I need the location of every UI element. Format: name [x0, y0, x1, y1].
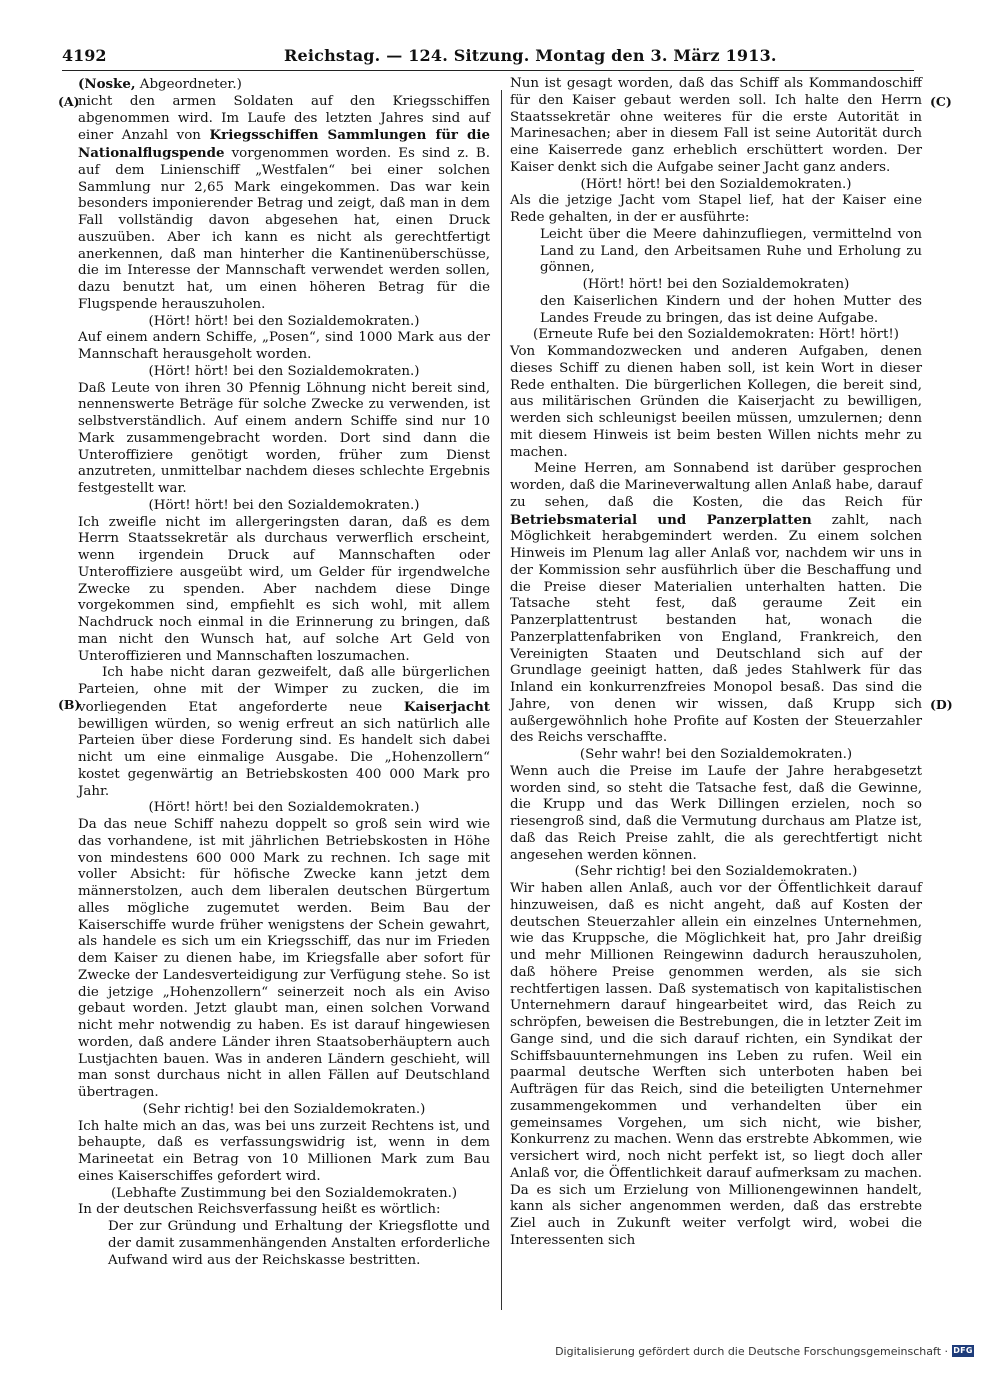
paragraph: Ich zweifle nicht im allergeringsten daran, daß es dem Herrn Staatssekretär als durchaus verwerflich erscheint, wenn irgendein Druck auf Mannschaften oder Unteroffiziere ausgeübt wird, um Gelder für irgendwelche Zwecke zu spenden. Aber nachdem diese Dinge vorgekommen sind, empfiehlt es sich wohl, mit allem Nachdruck noch einmal in die Erinnerung zu bringen, daß man nicht den Wunsch hat, auf solche Art Geld von Unteroffizieren und Mannschaften loszumachen. — [78, 514, 490, 664]
emphasis-term: Kriegsschiffen Sammlungen für die Nationalflugspende — [78, 127, 490, 161]
reaction-note: (Hört! hört! bei den Sozialdemokraten.) — [148, 313, 420, 329]
left-column — [78, 76, 490, 1269]
emphasis-term: Betriebsmaterial und Panzerplatten — [510, 511, 812, 528]
quotation: Leicht über die Meere dahinzufliegen, vermittelnd von Land zu Land, den Arbeitsamen Ruhe und Erholung zu gönnen, — [540, 226, 922, 276]
paragraph: Nun ist gesagt worden, daß das Schiff als Kommandoschiff für den Kaiser gebaut werden soll. Ich halte den Herrn Staatssekretär ohne weiteres für die erste Autorität in Marinesachen; aber in diesem Fall ist seine Autorität durch eine Kaiserrede ganz erheblich erschüttert worden. Der Kaiser denkt sich die Aufgabe seiner Jacht ganz anders. — [510, 76, 922, 175]
reaction-note: (Sehr richtig! bei den Sozialdemokraten.) — [574, 864, 858, 880]
paragraph — [78, 665, 490, 800]
text-run: zahlt, nach Möglichkeit herabgemindert werden. Zu einem solchen Hinweis im Plenum lag aller Anlaß vor, nachdem wir uns in der Kommission sehr ausführlich über die Beschaffung und die Preise dieser Materialien unterhalten hatten. Die Tatsache steht fest, daß geraume Zeit ein Panzerplattentrust bestanden hat, wonach die Panzerplattenfabriken von England, Frankreich, den Vereinigten Staaten und Deutschland sich auf der Grundlage geeinigt hatten, daß jedes Stahlwerk für das Inland ein konkurrenzfreies Monopol besaß. Das sind die Jahre, von denen wir wissen, daß Krupp sich außergewöhnlich hohe Profite auf Kosten der Steuerzahler des Reichs verschaffte. — [510, 512, 922, 746]
margin-marker-d: (D) — [930, 697, 953, 712]
right-column — [510, 76, 922, 1250]
reaction-note: (Erneute Rufe bei den Sozialdemokraten: Hört! hört!) — [533, 327, 899, 343]
reaction-note: (Lebhafte Zustimmung bei den Sozialdemokraten.) — [110, 1185, 458, 1201]
paragraph: Wir haben allen Anlaß, auch vor der Öffentlichkeit darauf hinzuweisen, daß es nicht angeht, daß auf Kosten der deutschen Steuerzahler allein ein einzelnes Unternehmen, wie das Kruppsche, die Möglichkeit hat, pro Jahr dreißig und mehr Millionen Reingewinn dadurch herauszuholen, daß höhere Preise genommen werden, als sie sich rechtfertigen lassen. Daß systematisch von kapitalistischen Unternehmern darauf hingearbeitet wird, das Reich zu schröpfen, beweisen die Bestrebungen, die in letzter Zeit im Gange sind, und die sich darauf richten, ein Syndikat der Schiffsbauunternehmungen ins Leben zu rufen. Weil ein paarmal deutsche Werften sich unterboten haben bei Aufträgen für das Reich, sind die beteiligten Unternehmer zusammengekommen und verhandelten über ein gemeinsames Vorgehen, um sich nicht, wie bisher, Konkurrenz zu machen. Wenn das erstrebte Abkommen, wie versichert wird, noch nicht perfekt ist, so liegt doch aller Anlaß vor, die Öffentlichkeit darauf aufmerksam zu machen. Da es sich um Erzielung von Millionengewinnen handelt, kann als sicher angenommen werden, daß das erstrebte Ziel auch in Zukunft weiter verfolgt wird, wobei die Interessenten sich — [510, 881, 922, 1248]
paragraph: Auf einem andern Schiffe, „Posen“, sind 1000 Mark aus der Mannschaft herausgeholt worden. — [78, 330, 490, 362]
dfg-logo-icon: DFG — [953, 1346, 973, 1355]
paragraph: In der deutschen Reichsverfassung heißt es wörtlich: — [78, 1202, 441, 1218]
footer-text: Digitalisierung gefördert durch die Deutsche Forschungsgemeinschaft · — [555, 1344, 948, 1358]
text-run: bewilligen würden, so wenig erfreut an sich natürlich alle Parteien über diese Forderung sind. Es handelt sich dabei nicht um eine einmalige Ausgabe. Die „Hohenzollern“ kostet gegenwärtig an Betriebskosten 400 000 Mark pro Jahr. — [78, 716, 490, 799]
margin-marker-a: (A) — [58, 94, 80, 109]
header-rule — [62, 70, 914, 71]
emphasis-term: Kaiserjacht — [403, 698, 490, 715]
speaker-line — [78, 76, 490, 94]
reaction-note: (Sehr wahr! bei den Sozialdemokraten.) — [579, 747, 853, 762]
reaction-note: (Hört! hört! bei den Sozialdemokraten.) — [148, 497, 420, 513]
text-run: vorgenommen worden. Es sind z. B. auf dem Linienschiff „Westfalen“ bei einer solchen Sammlung nur 2,65 Mark eingekommen. Das war kein besonders imponierender Betrag und zeigt, daß man in dem Fall vollständig davon abgesehen hat, einen Druck auszuüben. Aber ich kann es nicht als gerechtfertigt anerkennen, daß man hinterher die Kantinenüberschüsse, die im Interesse der Mannschaft verwendet werden sollen, dazu benutzt hat, um einen höheren Betrag für die Flugspende herauszuholen. — [78, 146, 490, 312]
speaker-role: Abgeordneter.) — [139, 77, 242, 92]
text-run: Ich habe nicht daran gezweifelt, daß alle bürgerlichen Parteien, ohne mit der Wimper zu zucken, die im vorliegenden Etat angeforderte neue — [78, 665, 490, 715]
paragraph — [78, 94, 490, 314]
margin-marker-b: (B) — [58, 697, 81, 712]
paragraph: Von Kommandozwecken und anderen Aufgaben, denen dieses Schiff zu dienen haben soll, ist kein Wort in dieser Rede enthalten. Die bürgerlichen Kollegen, die bereit sind, aus militärischen Gründen die Kaiserjacht zu bewilligen, werden sich schleunigst beeilen müssen, umzulernen; denn mit diesem Hinweis ist beim besten Willen nichts mehr zu machen. — [510, 344, 922, 460]
reaction-note: (Hört! hört! bei den Sozialdemokraten) — [582, 277, 850, 292]
paragraph: Wenn auch die Preise im Laufe der Jahre herabgesetzt worden sind, so steht die Tatsache fest, daß die Gewinne, die Krupp und das Werk Dillingen erzielen, noch so riesengroß sind, daß die Vermutung durchaus am Platze ist, daß das Reich Preise zahlt, die als gerechtfertigt nicht angesehen werden können. — [510, 763, 922, 863]
paragraph: Ich halte mich an das, was bei uns zurzeit Rechtens ist, und behaupte, daß es verfassungswidrig ist, wenn in dem Marineetat ein Betrag von 10 Millionen Mark zum Bau eines Kaiserschiffes gefordert wird. — [78, 1118, 490, 1184]
reaction-note: (Hört! hört! bei den Sozialdemokraten.) — [580, 176, 852, 192]
paragraph: Da das neue Schiff nahezu doppelt so groß sein wird wie das vorhandene, ist mit jährlichen Betriebskosten in Höhe von mindestens 600 000 Mark zu rechnen. Ich sage mit voller Absicht: für höfische Zwecke kann jetzt dem männerstolzen, auch dem liberalen deutschen Bürgertum alles mögliche zugemutet werden. Beim Bau der Kaiserschiffe wurde früher wenigstens der Schein gewahrt, als handele es sich um ein Kriegsschiff, das nur im Frieden dem Kaiser zu dienen habe, im Kriegsfalle aber sofort für Zwecke der Landesverteidigung zur Verfügung stehe. So ist die jetzige „Hohenzollern“ seinerzeit noch als ein Aviso gebaut worden. Jetzt glaubt man, einen solchen Vorwand nicht mehr notwendig zu haben. Es ist darauf hingewiesen worden, daß andere Länder ihren Staatsoberhäuptern auch Lustjachten bauen. Was in anderen Ländern geschieht, will man sonst durchaus nicht in allen Fällen auf Deutschland übertragen. — [78, 817, 490, 1100]
column-divider — [501, 90, 502, 1310]
quotation: Der zur Gründung und Erhaltung der Kriegsflotte und der damit zusammenhängenden Anstalten erforderliche Aufwand wird aus der Reichskasse bestritten. — [108, 1219, 490, 1268]
paragraph: Als die jetzige Jacht vom Stapel lief, hat der Kaiser eine Rede gehalten, in der er ausführte: — [510, 193, 922, 225]
page-header — [62, 44, 914, 68]
paragraph — [510, 461, 922, 747]
digitization-footer — [555, 1343, 974, 1359]
reaction-note: (Sehr richtig! bei den Sozialdemokraten.) — [142, 1101, 426, 1117]
reaction-note: (Hört! hört! bei den Sozialdemokraten.) — [148, 363, 420, 379]
paragraph: Daß Leute von ihren 30 Pfennig Löhnung nicht bereit sind, nennenswerte Beträge für solche Zwecke zu verwenden, ist selbstverständlich. Auf einem andern Schiffe sind nur 10 Mark zusammengebracht worden. Dort sind dann die Unteroffiziere genötigt worden, früher zum Dienst anzutreten, unmittelbar nachdem dieses schlechte Ergebnis festgestellt war. — [78, 380, 490, 496]
margin-marker-c: (C) — [930, 94, 952, 109]
running-title: Reichstag. — 124. Sitzung. Montag den 3. März 1913. — [284, 46, 777, 65]
quotation: den Kaiserlichen Kindern und der hohen Mutter des Landes Freude zu bringen, das ist deine Aufgabe. — [540, 293, 922, 326]
speaker-name: (Noske, — [78, 76, 136, 92]
page-number: 4192 — [62, 46, 107, 65]
text-run: Meine Herren, am Sonnabend ist darüber gesprochen worden, daß die Marineverwaltung allen Anlaß habe, darauf zu sehen, daß die Kosten, die das Reich für — [510, 461, 922, 510]
text-run: nicht den armen Soldaten auf den Kriegsschiffen abgenommen wird. Im Laufe des letzten Jahres sind auf einer Anzahl von — [78, 93, 490, 144]
reaction-note: (Hört! hört! bei den Sozialdemokraten.) — [148, 800, 420, 816]
